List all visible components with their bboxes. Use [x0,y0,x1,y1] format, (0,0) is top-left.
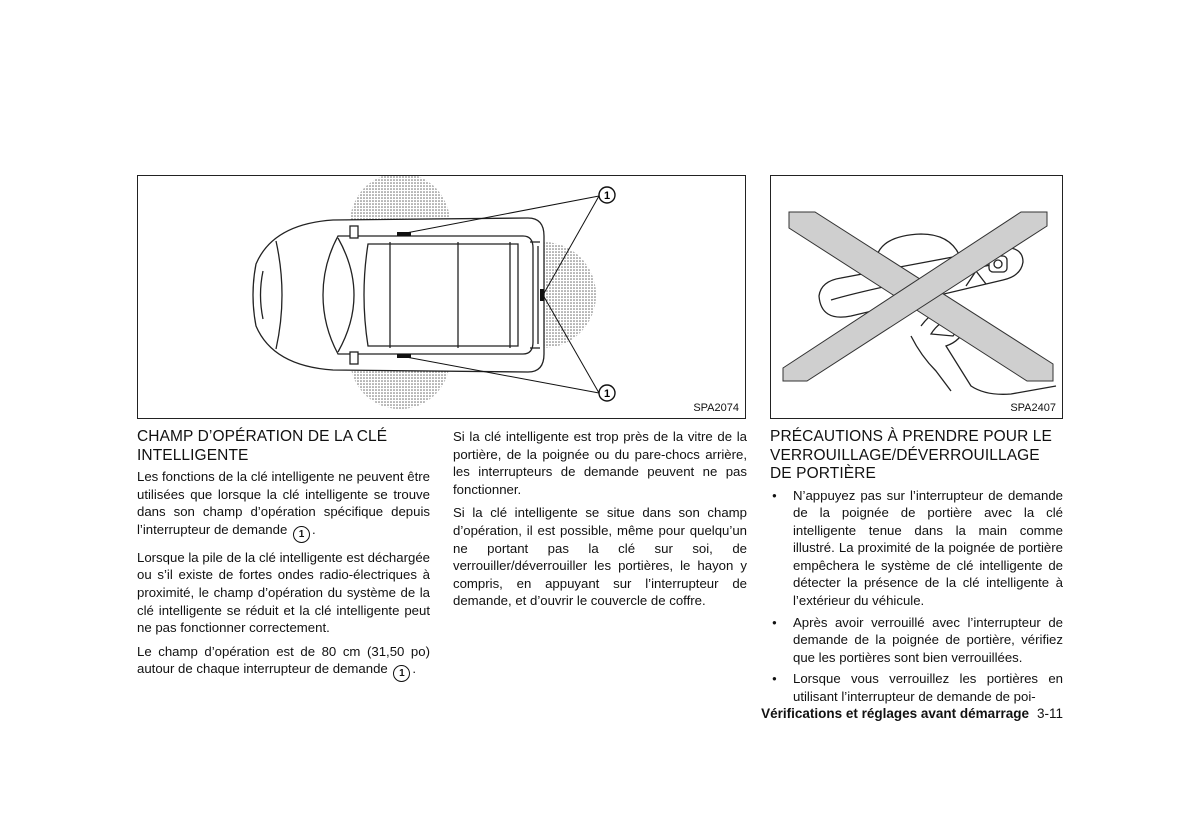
car-body [253,218,544,372]
section-heading: PRÉCAUTIONS À PRENDRE POUR LE VERROUILLAGE/DÉVERROUILLAGE DE PORTIÈRE [770,428,1052,482]
paragraph: Si la clé intelligente est trop près de la vitre de la portière, de la poignée ou du pare-chocs arrière, les interrupteurs de demande peuvent ne pas fonctionner. [453,429,747,497]
paragraph [137,643,430,683]
reference-marker: 1 [393,665,410,682]
door-handle-hand-illustration [771,176,1061,417]
left-column [137,428,430,688]
paragraph [137,468,430,543]
page-footer [761,706,1063,721]
paragraph-end: . [311,521,316,537]
list-item: ● N’appuyez pas sur l’interrupteur de demande de la poignée de portière avec la clé intelligente tenue dans la main comme illustré. La proximité de la poignée de portière empêchera le système de clé intelligente de détecter la présence de la clé intelligente à l’extérieur du véhicule. [770,487,1063,610]
section-heading: CHAMP D’OPÉRATION DE LA CLÉ INTELLIGENTE [137,428,388,464]
figure-code: SPA2074 [693,402,739,414]
callout-1-bottom [599,385,615,401]
figure-code: SPA2407 [1010,402,1056,414]
right-column [770,428,1063,710]
callout-1-bottom-label: 1 [603,388,611,400]
paragraph-text: Les fonctions de la clé intelligente ne peuvent être utilisées que lorsque la clé intelligente se trouve dans son champ d’opération spécifique depuis l’interrupteur de demande [137,469,430,537]
callout-1-top [599,187,615,203]
paragraph-end: . [412,661,417,677]
middle-column [453,428,747,616]
reference-marker: 1 [293,526,310,543]
precautions-list [770,487,1063,706]
callout-1-top-label: 1 [603,190,611,202]
page-number: 3-11 [1036,706,1063,721]
paragraph: Lorsque la pile de la clé intelligente est déchargée ou s’il existe de fortes ondes radio-électriques à proximité, le champ d’opération du système de la clé intelligente se réduit et la clé intelligente peut ne pas fonctionner correctement. [137,549,430,636]
figure-operating-range [137,175,746,419]
list-item: ● Lorsque vous verrouillez les portières en utilisant l’interrupteur de demande de poi- [770,670,1063,705]
figure-incorrect-usage [770,175,1063,419]
paragraph: Si la clé intelligente se situe dans son champ d’opération, il est possible, même pour quelqu’un ne portant pas la clé sur soi, de verrouiller/déverrouiller les portières, le hayon y compris, en appuyant sur l’interrupteur de demande, et d’ouvrir le couvercle de coffre. [453,505,747,609]
car-top-view-illustration [138,176,744,417]
paragraph-text: Le champ d’opération est de 80 cm (31,50 po) autour de chaque interrupteur de demande [137,643,430,677]
section-title: Vérifications et réglages avant démarrage [761,706,1029,721]
list-item: ● Après avoir verrouillé avec l’interrupteur de demande de la poignée de portière, vérifiez que les portières sont bien verrouillées. [770,614,1063,667]
